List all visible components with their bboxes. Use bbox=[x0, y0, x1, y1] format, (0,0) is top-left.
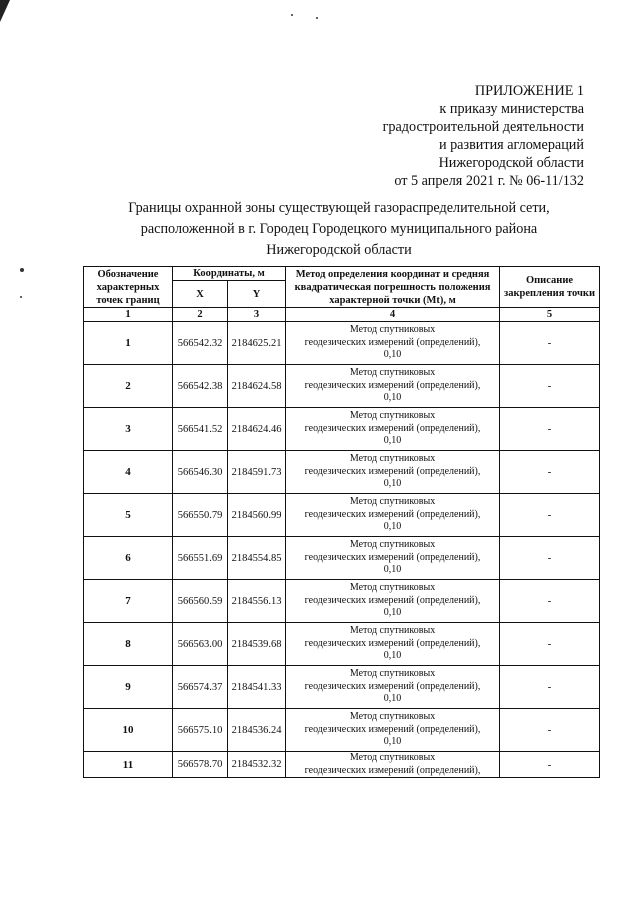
coord-y: 2184625.21 bbox=[228, 322, 286, 365]
point-number: 3 bbox=[84, 408, 173, 451]
appendix-region: Нижегородской области bbox=[438, 155, 584, 171]
table-row bbox=[84, 537, 600, 580]
point-number: 10 bbox=[84, 709, 173, 752]
scan-speck bbox=[291, 14, 293, 16]
table-row bbox=[84, 408, 600, 451]
coord-x: 566575.10 bbox=[173, 709, 228, 752]
fixing-description: - bbox=[500, 580, 600, 623]
coord-x: 566541.52 bbox=[173, 408, 228, 451]
fixing-description: - bbox=[500, 537, 600, 580]
table-row bbox=[84, 709, 600, 752]
column-number: 2 bbox=[173, 308, 228, 322]
point-number: 5 bbox=[84, 494, 173, 537]
table-row bbox=[84, 494, 600, 537]
coord-y: 2184536.24 bbox=[228, 709, 286, 752]
header-point-designation: Обозначение характерных точек границ bbox=[84, 267, 173, 308]
coord-x: 566551.69 bbox=[173, 537, 228, 580]
point-number: 7 bbox=[84, 580, 173, 623]
appendix-order-ref: к приказу министерства bbox=[439, 101, 584, 117]
point-number: 11 bbox=[84, 752, 173, 778]
method-text: Метод спутниковых геодезических измерений (определений), 0,10 bbox=[286, 709, 500, 752]
fixing-description: - bbox=[500, 494, 600, 537]
appendix-ministry-cont: и развития агломераций bbox=[438, 137, 584, 153]
appendix-label: ПРИЛОЖЕНИЕ 1 bbox=[474, 83, 584, 99]
column-number: 4 bbox=[286, 308, 500, 322]
method-text: Метод спутниковых геодезических измерений (определений), 0,10 bbox=[286, 537, 500, 580]
scan-speck bbox=[20, 268, 24, 272]
coord-x: 566563.00 bbox=[173, 623, 228, 666]
fixing-description: - bbox=[500, 365, 600, 408]
table-row bbox=[84, 752, 600, 778]
point-number: 2 bbox=[84, 365, 173, 408]
fixing-description: - bbox=[500, 709, 600, 752]
table-row bbox=[84, 580, 600, 623]
point-number: 1 bbox=[84, 322, 173, 365]
method-text: Метод спутниковых геодезических измерений (определений), 0,10 bbox=[286, 365, 500, 408]
table-row bbox=[84, 666, 600, 709]
appendix-header bbox=[284, 82, 584, 190]
coord-y: 2184560.99 bbox=[228, 494, 286, 537]
coord-x: 566574.37 bbox=[173, 666, 228, 709]
point-number: 9 bbox=[84, 666, 173, 709]
header-method: Метод определения координат и средняя квадратическая погрешность положения характерной точки (Mt), м bbox=[286, 267, 500, 308]
method-text: Метод спутниковых геодезических измерений (определений), 0,10 bbox=[286, 408, 500, 451]
point-number: 8 bbox=[84, 623, 173, 666]
method-text: Метод спутниковых геодезических измерений (определений), 0,10 bbox=[286, 451, 500, 494]
table-row bbox=[84, 322, 600, 365]
coord-x: 566560.59 bbox=[173, 580, 228, 623]
fixing-description: - bbox=[500, 666, 600, 709]
column-number: 5 bbox=[500, 308, 600, 322]
fixing-description: - bbox=[500, 451, 600, 494]
coord-x: 566578.70 bbox=[173, 752, 228, 778]
title-line-1: Границы охранной зоны существующей газораспределительной сети, bbox=[128, 200, 550, 216]
header-x: X bbox=[173, 281, 228, 308]
column-number: 3 bbox=[228, 308, 286, 322]
header-fixing: Описание закрепления точки bbox=[500, 267, 600, 308]
coord-y: 2184624.58 bbox=[228, 365, 286, 408]
coord-x: 566550.79 bbox=[173, 494, 228, 537]
method-text: Метод спутниковых геодезических измерений (определений), 0,10 bbox=[286, 322, 500, 365]
coord-y: 2184624.46 bbox=[228, 408, 286, 451]
column-number-row bbox=[84, 308, 600, 322]
point-number: 6 bbox=[84, 537, 173, 580]
table-row bbox=[84, 451, 600, 494]
coord-y: 2184541.33 bbox=[228, 666, 286, 709]
coord-x: 566546.30 bbox=[173, 451, 228, 494]
scan-speck bbox=[316, 17, 318, 19]
method-text: Метод спутниковых геодезических измерений (определений), 0,10 bbox=[286, 580, 500, 623]
coord-x: 566542.38 bbox=[173, 365, 228, 408]
table-row bbox=[84, 623, 600, 666]
document-title bbox=[90, 198, 588, 261]
coord-y: 2184539.68 bbox=[228, 623, 286, 666]
header-coordinates: Координаты, м bbox=[173, 267, 286, 281]
coord-y: 2184591.73 bbox=[228, 451, 286, 494]
coord-y: 2184554.85 bbox=[228, 537, 286, 580]
method-text: Метод спутниковых геодезических измерений (определений), 0,10 bbox=[286, 623, 500, 666]
coord-y: 2184532.32 bbox=[228, 752, 286, 778]
header-y: Y bbox=[228, 281, 286, 308]
appendix-ministry: градостроительной деятельности bbox=[382, 119, 584, 135]
title-line-3: Нижегородской области bbox=[266, 242, 412, 258]
method-text: Метод спутниковых геодезических измерений (определений), bbox=[286, 752, 500, 778]
coord-y: 2184556.13 bbox=[228, 580, 286, 623]
point-number: 4 bbox=[84, 451, 173, 494]
title-line-2: расположенной в г. Городец Городецкого муниципального района bbox=[140, 221, 538, 237]
fixing-description: - bbox=[500, 322, 600, 365]
boundary-points-table bbox=[83, 266, 600, 778]
column-number: 1 bbox=[84, 308, 173, 322]
fixing-description: - bbox=[500, 623, 600, 666]
fixing-description: - bbox=[500, 408, 600, 451]
fixing-description: - bbox=[500, 752, 600, 778]
table-row bbox=[84, 365, 600, 408]
scan-speck bbox=[20, 296, 22, 298]
appendix-date-number: от 5 апреля 2021 г. № 06-11/132 bbox=[394, 173, 584, 189]
method-text: Метод спутниковых геодезических измерений (определений), 0,10 bbox=[286, 666, 500, 709]
method-text: Метод спутниковых геодезических измерений (определений), 0,10 bbox=[286, 494, 500, 537]
scan-corner-mark bbox=[0, 0, 10, 22]
coord-x: 566542.32 bbox=[173, 322, 228, 365]
